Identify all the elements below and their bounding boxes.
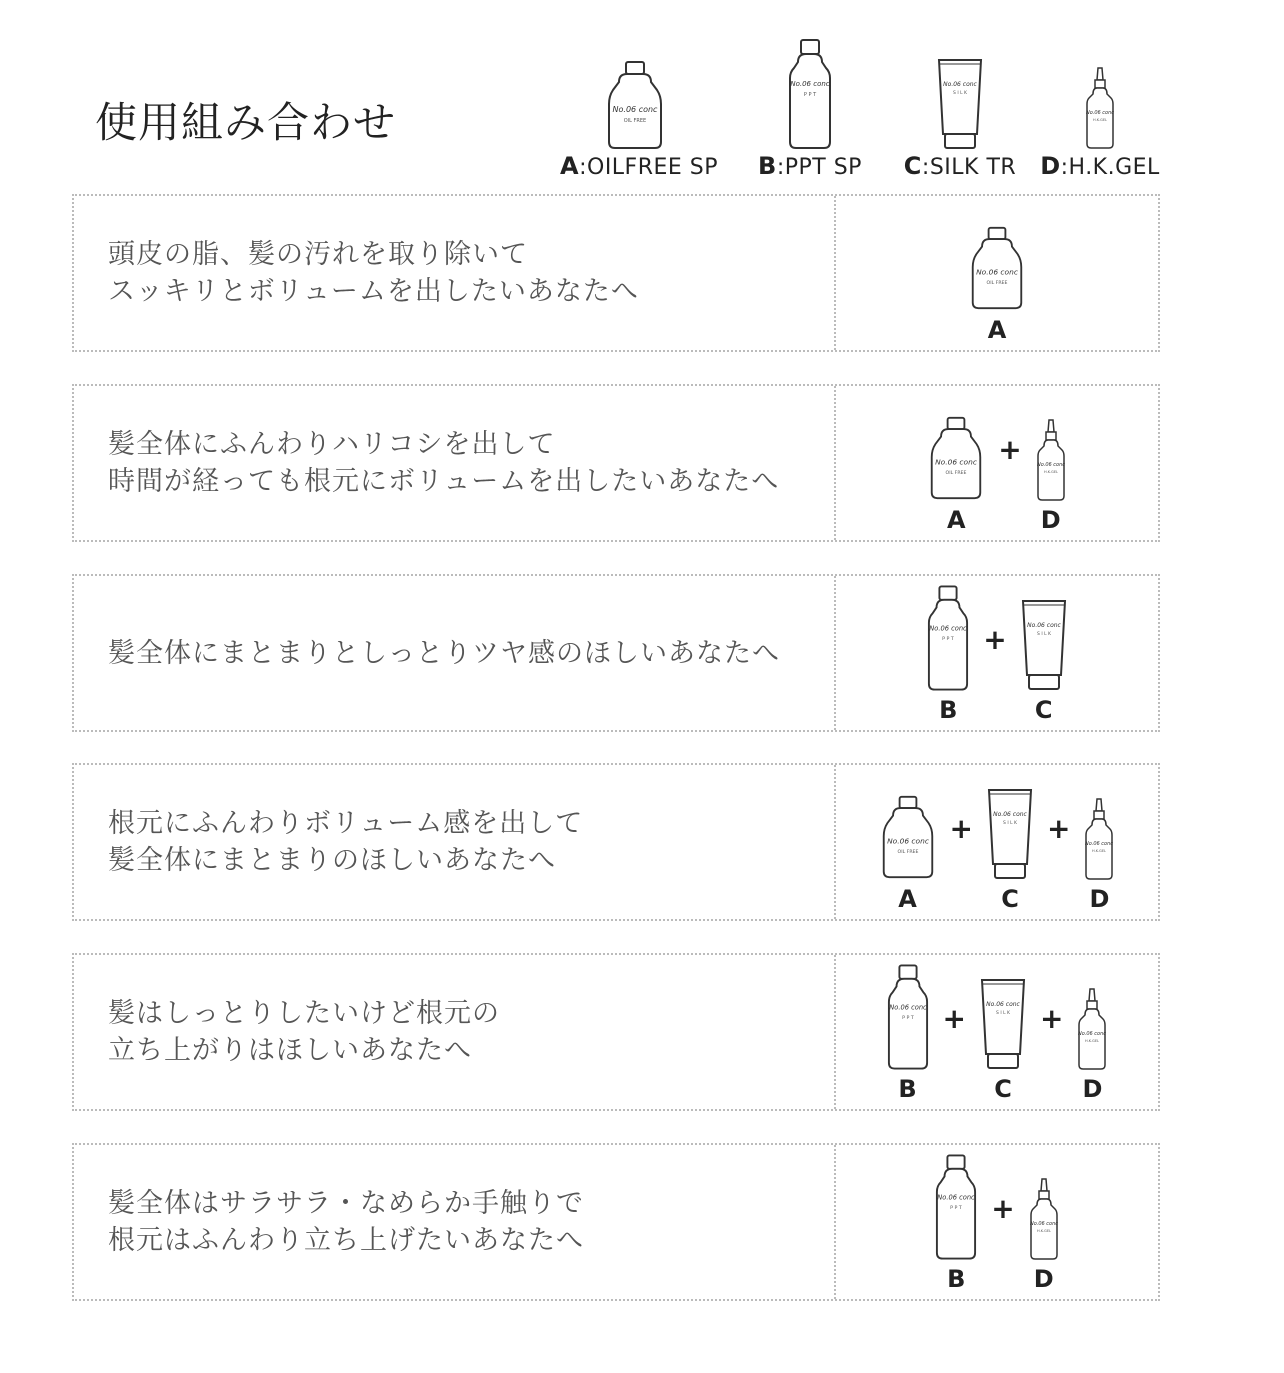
tube-brand-label: No.06 conc	[943, 81, 977, 88]
product-c	[1021, 598, 1067, 722]
bottle-brand-label: No.06 conc	[935, 457, 978, 467]
legend-key: A	[560, 152, 580, 180]
row-products	[836, 386, 1158, 540]
combination-row	[72, 763, 1160, 921]
row-description-line2: 時間が経っても根元にボリュームを出したいあなたへ	[108, 466, 780, 497]
dropper-bottle-icon	[1084, 797, 1114, 881]
product-letter: D	[1082, 1075, 1103, 1103]
product-letter: A	[987, 316, 1007, 344]
product-b	[927, 584, 969, 722]
tall-bottle-icon	[935, 1153, 977, 1261]
legend-name: PPT SP	[784, 155, 862, 180]
dropper-product-label: H.K.GEL	[1093, 118, 1107, 122]
legend-key: D	[1040, 152, 1061, 180]
product-letter: B	[947, 1265, 966, 1293]
plus-sign: +	[991, 1191, 1015, 1225]
product-letter: B	[939, 696, 958, 724]
bottle-product-label: P P T	[901, 1015, 914, 1021]
row-description	[108, 955, 828, 1109]
tube-icon	[937, 58, 983, 150]
product-d	[1077, 987, 1107, 1101]
row-description	[108, 386, 828, 540]
tall-bottle-icon	[887, 963, 929, 1071]
tall-bottle-icon	[927, 584, 969, 692]
legend-item-d	[1030, 30, 1170, 190]
row-description	[108, 196, 828, 350]
row-products	[836, 576, 1158, 730]
product-letter: D	[1040, 506, 1061, 534]
legend-name: SILK TR	[929, 155, 1017, 180]
product-a	[928, 414, 984, 532]
legend-item-c	[890, 30, 1030, 190]
row-description-line2: 髪全体にまとまりのほしいあなたへ	[108, 845, 556, 876]
legend-key: B	[758, 152, 777, 180]
bottle-product-label: OIL FREE	[945, 470, 967, 476]
bottle-brand-label: No.06 conc	[929, 624, 967, 633]
product-c	[980, 977, 1026, 1101]
row-description-line2: 立ち上がりはほしいあなたへ	[108, 1035, 472, 1066]
product-b	[935, 1153, 977, 1291]
tube-product-label: S I L K	[1003, 821, 1017, 826]
bottle-brand-label: No.06 conc	[937, 1193, 975, 1202]
plus-sign: +	[942, 1001, 966, 1035]
short-bottle-icon	[928, 414, 984, 502]
bottle-brand-label: No.06 conc	[888, 1003, 927, 1012]
bottle-brand-label: No.06 conc	[886, 836, 929, 846]
plus-sign: +	[949, 811, 973, 845]
legend-name: OILFREE SP	[587, 155, 719, 180]
legend-item-a	[560, 30, 719, 190]
plus-sign: +	[1040, 1001, 1064, 1035]
bottle-product-label: P P T	[950, 1205, 963, 1211]
legend-sep: :	[921, 155, 930, 180]
row-description	[108, 576, 828, 730]
combination-row	[72, 1143, 1160, 1301]
dropper-brand-label: No.06 conc	[1085, 841, 1114, 847]
row-description	[108, 765, 828, 919]
row-description-line1: 髪全体にふんわりハリコシを出して	[108, 429, 556, 460]
short-bottle-icon	[969, 224, 1025, 312]
tube-icon	[1021, 598, 1067, 692]
combination-row	[72, 574, 1160, 732]
plus-sign: +	[1047, 811, 1071, 845]
legend-sep: :	[1060, 155, 1069, 180]
legend-sep: :	[776, 155, 785, 180]
row-description-line2: スッキリとボリュームを出したいあなたへ	[108, 276, 639, 307]
bottle-product-label: OIL FREE	[623, 118, 647, 124]
short-bottle-icon	[605, 60, 665, 150]
bottle-brand-label: No.06 conc	[790, 80, 830, 88]
combination-row	[72, 194, 1160, 352]
combination-row	[72, 953, 1160, 1111]
row-description-line1: 髪はしっとりしたいけど根元の	[108, 998, 500, 1029]
dropper-product-label: H.K.GEL	[1043, 470, 1058, 474]
dropper-brand-label: No.06 conc	[1085, 110, 1115, 116]
tube-brand-label: No.06 conc	[993, 811, 1027, 818]
product-letter: D	[1089, 885, 1110, 913]
product-letter: A	[898, 885, 917, 913]
product-d	[1029, 1177, 1059, 1291]
product-b	[887, 963, 929, 1101]
row-description-line1: 髪全体にまとまりとしっとりツヤ感のほしいあなたへ	[108, 637, 780, 669]
row-description	[108, 1145, 828, 1299]
row-products	[836, 765, 1158, 919]
dropper-brand-label: No.06 conc	[1029, 1221, 1058, 1227]
product-letter: C	[1034, 696, 1053, 724]
product-letter: D	[1033, 1265, 1054, 1293]
plus-sign: +	[998, 432, 1022, 466]
bottle-product-label: P P T	[942, 636, 955, 642]
tube-product-label: S I L K	[996, 1011, 1010, 1016]
legend-name: H.K.GEL	[1068, 155, 1160, 180]
row-description-line2: 根元はふんわり立ち上げたいあなたへ	[108, 1225, 584, 1256]
bottle-product-label: P P T	[803, 92, 817, 98]
product-d	[1084, 797, 1114, 911]
product-legend	[560, 30, 1180, 190]
dropper-product-label: H.K.GEL	[1085, 1039, 1100, 1043]
tube-product-label: S I L K	[1036, 632, 1051, 637]
product-a	[969, 224, 1025, 342]
tube-brand-label: No.06 conc	[1026, 622, 1061, 629]
tube-product-label: S I L K	[953, 91, 967, 96]
dropper-bottle-icon	[1029, 1177, 1059, 1261]
legend-key: C	[903, 152, 922, 180]
bottle-product-label: OIL FREE	[986, 280, 1008, 286]
product-c	[987, 787, 1033, 911]
bottle-brand-label: No.06 conc	[976, 267, 1018, 277]
combination-row	[72, 384, 1160, 542]
row-products	[836, 196, 1158, 350]
bottle-brand-label: No.06 conc	[612, 105, 658, 114]
page-title: 使用組み合わせ	[95, 98, 397, 147]
dropper-product-label: H.K.GEL	[1036, 1229, 1051, 1233]
short-bottle-icon	[880, 793, 936, 881]
dropper-bottle-icon	[1085, 66, 1115, 150]
tube-brand-label: No.06 conc	[986, 1001, 1020, 1008]
legend-item-b	[740, 30, 880, 190]
dropper-product-label: H.K.GEL	[1092, 849, 1107, 853]
dropper-brand-label: No.06 conc	[1036, 462, 1065, 468]
row-products	[836, 1145, 1158, 1299]
bottle-product-label: OIL FREE	[897, 849, 918, 855]
product-letter: C	[1001, 885, 1019, 913]
row-description-line1: 頭皮の脂、髪の汚れを取り除いて	[108, 239, 528, 270]
tube-icon	[987, 787, 1033, 881]
row-description-line1: 髪全体はサラサラ・なめらか手触りで	[108, 1188, 584, 1219]
product-letter: A	[946, 506, 966, 534]
row-products	[836, 955, 1158, 1109]
tube-icon	[980, 977, 1026, 1071]
product-d	[1036, 418, 1066, 532]
row-description-line1: 根元にふんわりボリューム感を出して	[108, 808, 584, 839]
dropper-bottle-icon	[1036, 418, 1066, 502]
product-a	[880, 793, 936, 911]
product-letter: C	[994, 1075, 1012, 1103]
legend-sep: :	[579, 155, 587, 180]
plus-sign: +	[983, 622, 1007, 656]
tall-bottle-icon	[788, 38, 832, 150]
dropper-bottle-icon	[1077, 987, 1107, 1071]
dropper-brand-label: No.06 conc	[1078, 1031, 1107, 1037]
product-letter: B	[898, 1075, 917, 1103]
